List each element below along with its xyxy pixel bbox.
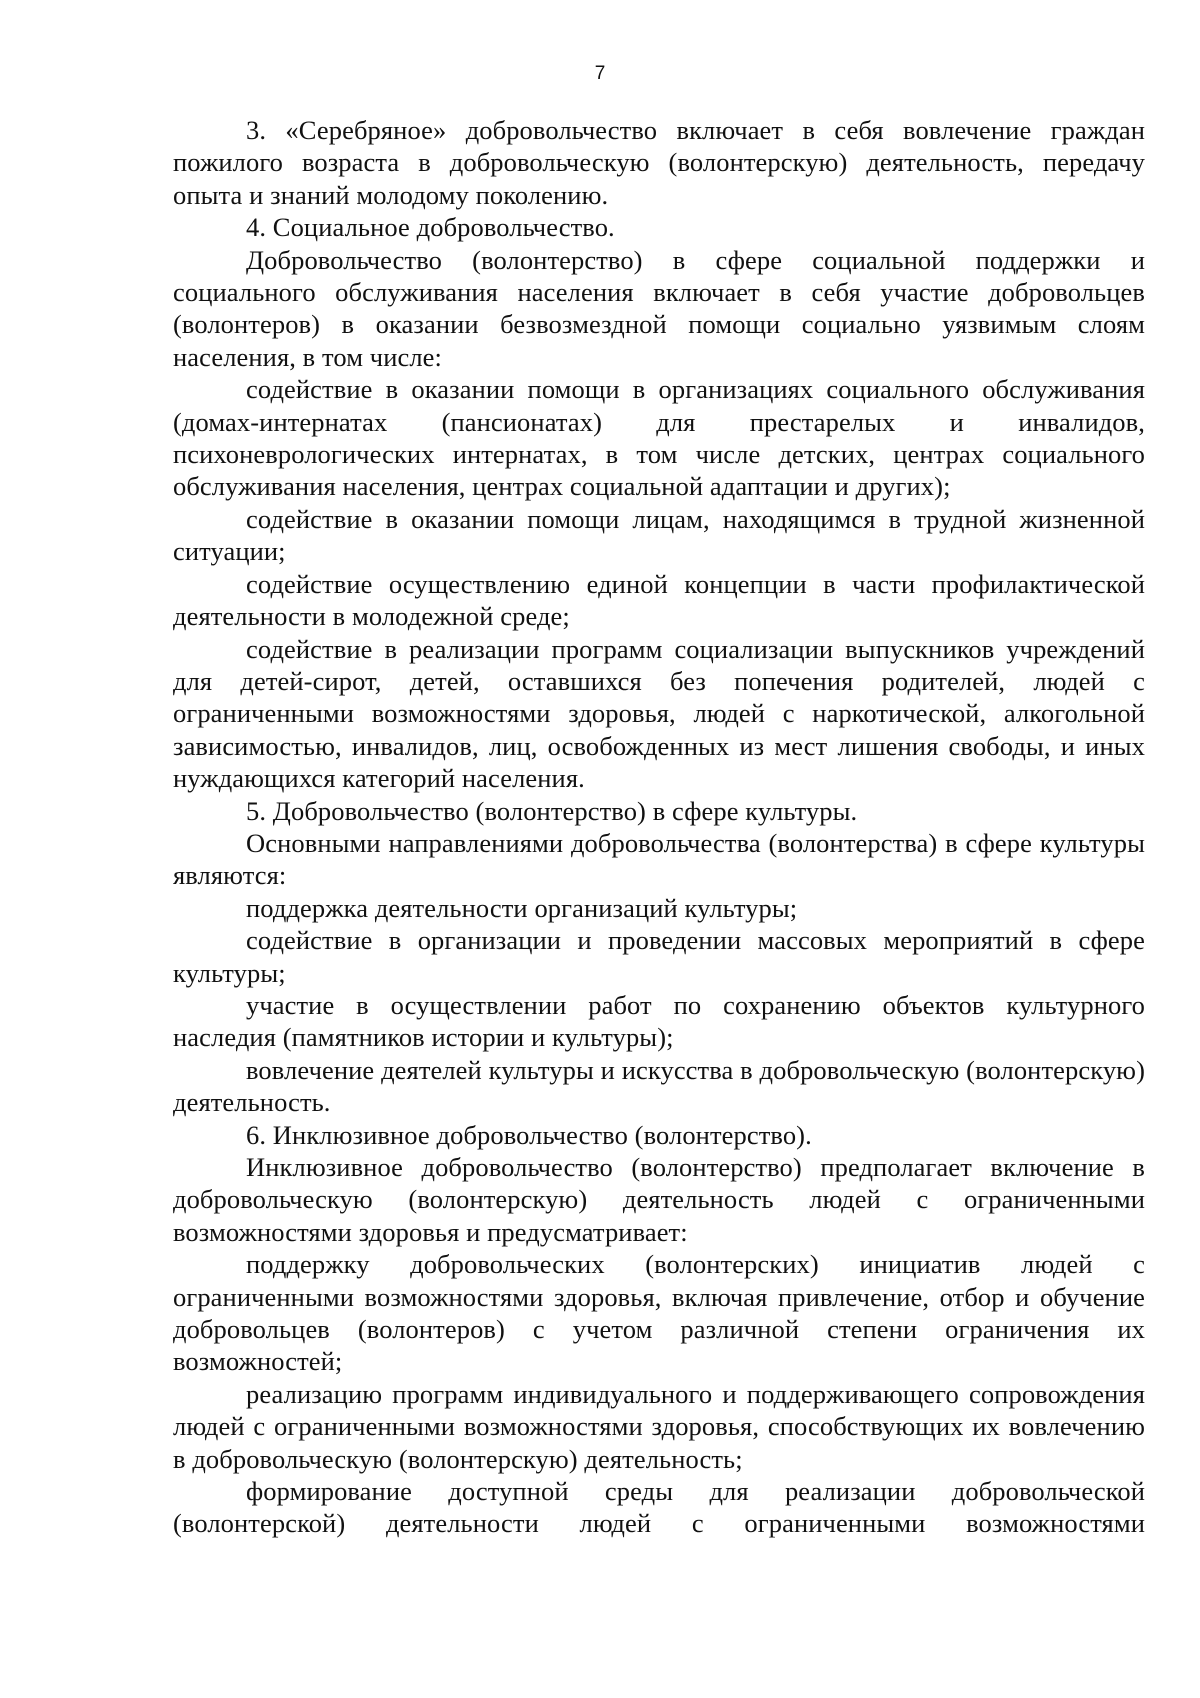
list-item: поддержка деятельности организаций культуры; bbox=[246, 892, 798, 923]
list-item: поддержку добровольческих (волонтерских) инициатив людей с ограниченными возможностями здоровья, включая привлечение, отбор и обучение добровольцев (волонтеров) с учетом различной степени ограничения их возможностей; bbox=[173, 1249, 1145, 1377]
paragraph: 3. «Серебряное» добровольчество включает в себя вовлечение граждан пожилого возраста в добровольческую (волонтерскую) деятельность, передачу опыта и знаний молодому поколению. bbox=[173, 115, 1145, 210]
paragraph: 5. Добровольчество (волонтерство) в сфере культуры. bbox=[246, 795, 858, 826]
list-item: содействие в оказании помощи лицам, находящимся в трудной жизненной ситуации; bbox=[173, 503, 1145, 567]
list-item: содействие в организации и проведении массовых мероприятий в сфере культуры; bbox=[173, 925, 1145, 988]
list-item: реализацию программ индивидуального и поддерживающего сопровождения людей с ограниченными возможностями здоровья, способствующих их вовлечению в добровольческую (волонтерскую) деятельность; bbox=[173, 1378, 1145, 1474]
paragraph: Инклюзивное добровольчество (волонтерство) предполагает включение в добровольческую (волонтерскую) деятельность людей с ограниченными возможностями здоровья и предусматривает: bbox=[173, 1152, 1145, 1247]
page-number: 7 bbox=[594, 63, 606, 84]
list-item: участие в осуществлении работ по сохранению объектов культурного наследия (памятников истории и культуры); bbox=[173, 989, 1145, 1053]
paragraph: 4. Социальное добровольчество. bbox=[246, 212, 615, 243]
document-body bbox=[173, 114, 1145, 1540]
paragraph: Основными направлениями добровольчества (волонтерства) в сфере культуры являются: bbox=[173, 827, 1145, 891]
list-item: содействие в оказании помощи в организациях социального обслуживания (домах-интернатах (пансионатах) для престарелых и инвалидов, психоневрологических интернатах, в том числе детских, центрах социального обслуживания населения, центрах социальной адаптации и других); bbox=[173, 374, 1145, 502]
list-item: вовлечение деятелей культуры и искусства в добровольческую (волонтерскую) деятельность. bbox=[173, 1054, 1145, 1118]
paragraph: 6. Инклюзивное добровольчество (волонтерство). bbox=[246, 1119, 812, 1150]
paragraph: Добровольчество (волонтерство) в сфере социальной поддержки и социального обслуживания населения включает в себя участие добровольцев (волонтеров) в оказании безвозмездной помощи социально уязвимым слоям населения, в том числе: bbox=[173, 244, 1145, 372]
list-item: формирование доступной среды для реализации добровольческой (волонтерской) деятельности людей с ограниченными возможностями bbox=[173, 1476, 1145, 1539]
list-item: содействие в реализации программ социализации выпускников учреждений для детей-сирот, детей, оставшихся без попечения родителей, людей с ограниченными возможностями здоровья, людей с наркотической, алкогольной зависимостью, инвалидов, лиц, освобожденных из мест лишения свободы, и иных нуждающихся категорий населения. bbox=[173, 633, 1145, 794]
list-item: содействие осуществлению единой концепции в части профилактической деятельности в молодежной среде; bbox=[173, 568, 1145, 632]
